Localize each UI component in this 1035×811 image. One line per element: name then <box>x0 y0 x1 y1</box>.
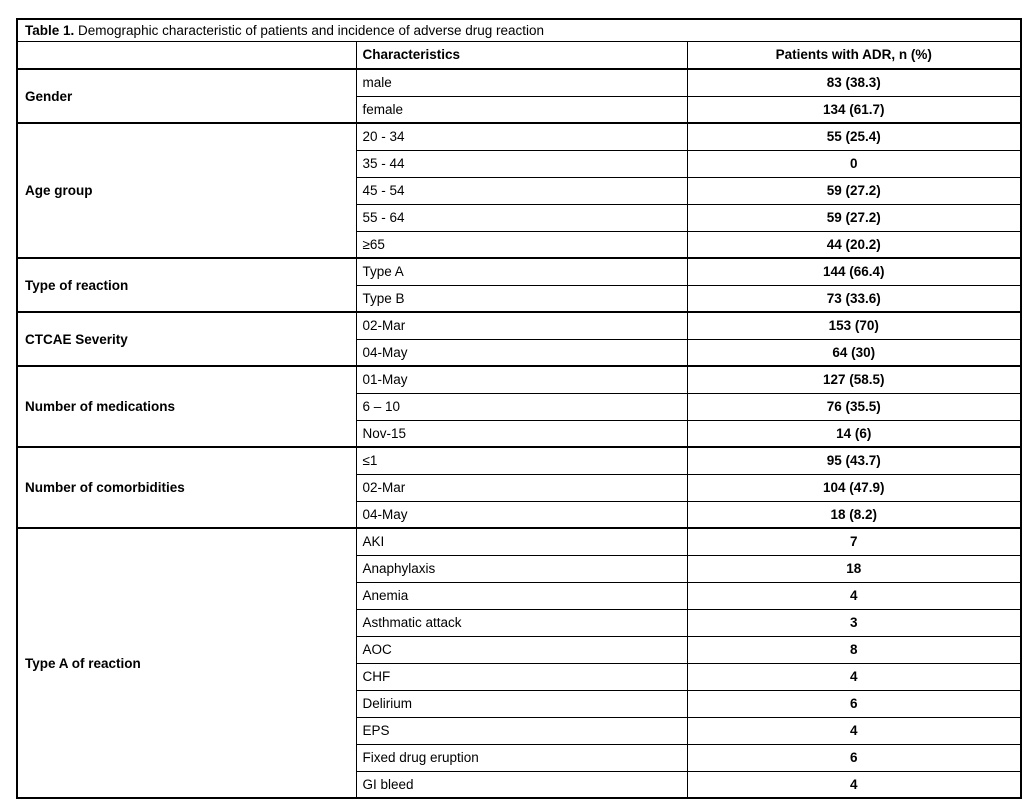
value-cell: 73 (33.6) <box>687 285 1021 312</box>
characteristic-cell: AOC <box>356 636 687 663</box>
value-cell: 127 (58.5) <box>687 366 1021 393</box>
characteristic-cell: ≥65 <box>356 231 687 258</box>
characteristic-cell: ≤1 <box>356 447 687 474</box>
characteristic-cell: male <box>356 69 687 96</box>
characteristic-cell: CHF <box>356 663 687 690</box>
characteristic-cell: 6 – 10 <box>356 393 687 420</box>
value-cell: 0 <box>687 150 1021 177</box>
value-cell: 6 <box>687 690 1021 717</box>
characteristic-cell: 20 - 34 <box>356 123 687 150</box>
characteristic-cell: 02-Mar <box>356 474 687 501</box>
value-cell: 4 <box>687 771 1021 798</box>
header-patients-adr: Patients with ADR, n (%) <box>687 41 1021 69</box>
table-row <box>17 447 1021 474</box>
header-empty-cell <box>17 41 356 69</box>
group-label: Number of comorbidities <box>17 447 356 528</box>
value-cell: 144 (66.4) <box>687 258 1021 285</box>
characteristic-cell: 35 - 44 <box>356 150 687 177</box>
header-characteristics: Characteristics <box>356 41 687 69</box>
table-row <box>17 312 1021 339</box>
table-title-row <box>17 19 1021 41</box>
table-title-text: Demographic characteristic of patients and incidence of adverse drug reaction <box>74 22 545 38</box>
characteristic-cell: Nov-15 <box>356 420 687 447</box>
value-cell: 44 (20.2) <box>687 231 1021 258</box>
characteristic-cell: Type B <box>356 285 687 312</box>
value-cell: 134 (61.7) <box>687 96 1021 123</box>
characteristic-cell: Anaphylaxis <box>356 555 687 582</box>
value-cell: 4 <box>687 717 1021 744</box>
characteristic-cell: Anemia <box>356 582 687 609</box>
table-row <box>17 528 1021 555</box>
value-cell: 14 (6) <box>687 420 1021 447</box>
characteristic-cell: EPS <box>356 717 687 744</box>
table-title <box>17 19 1021 41</box>
characteristic-cell: Asthmatic attack <box>356 609 687 636</box>
value-cell: 153 (70) <box>687 312 1021 339</box>
value-cell: 83 (38.3) <box>687 69 1021 96</box>
table-header-row <box>17 41 1021 69</box>
value-cell: 7 <box>687 528 1021 555</box>
table-row <box>17 366 1021 393</box>
characteristic-cell: AKI <box>356 528 687 555</box>
group-label: Type of reaction <box>17 258 356 312</box>
value-cell: 4 <box>687 663 1021 690</box>
group-label: CTCAE Severity <box>17 312 356 366</box>
group-label: Number of medications <box>17 366 356 447</box>
value-cell: 4 <box>687 582 1021 609</box>
value-cell: 3 <box>687 609 1021 636</box>
characteristic-cell: GI bleed <box>356 771 687 798</box>
characteristic-cell: female <box>356 96 687 123</box>
characteristic-cell: 04-May <box>356 501 687 528</box>
characteristic-cell: 04-May <box>356 339 687 366</box>
characteristic-cell: Fixed drug eruption <box>356 744 687 771</box>
value-cell: 55 (25.4) <box>687 123 1021 150</box>
value-cell: 59 (27.2) <box>687 177 1021 204</box>
value-cell: 8 <box>687 636 1021 663</box>
table-body <box>17 19 1021 798</box>
value-cell: 6 <box>687 744 1021 771</box>
characteristic-cell: 02-Mar <box>356 312 687 339</box>
value-cell: 64 (30) <box>687 339 1021 366</box>
characteristic-cell: Delirium <box>356 690 687 717</box>
value-cell: 76 (35.5) <box>687 393 1021 420</box>
demographics-table <box>16 18 1022 799</box>
group-label: Type A of reaction <box>17 528 356 798</box>
table-row <box>17 69 1021 96</box>
value-cell: 59 (27.2) <box>687 204 1021 231</box>
characteristic-cell: 45 - 54 <box>356 177 687 204</box>
table-title-label: Table 1. <box>25 22 75 38</box>
characteristic-cell: 01-May <box>356 366 687 393</box>
table-row <box>17 258 1021 285</box>
characteristic-cell: Type A <box>356 258 687 285</box>
value-cell: 18 (8.2) <box>687 501 1021 528</box>
characteristic-cell: 55 - 64 <box>356 204 687 231</box>
group-label: Age group <box>17 123 356 258</box>
table-row <box>17 123 1021 150</box>
value-cell: 104 (47.9) <box>687 474 1021 501</box>
value-cell: 95 (43.7) <box>687 447 1021 474</box>
value-cell: 18 <box>687 555 1021 582</box>
group-label: Gender <box>17 69 356 123</box>
